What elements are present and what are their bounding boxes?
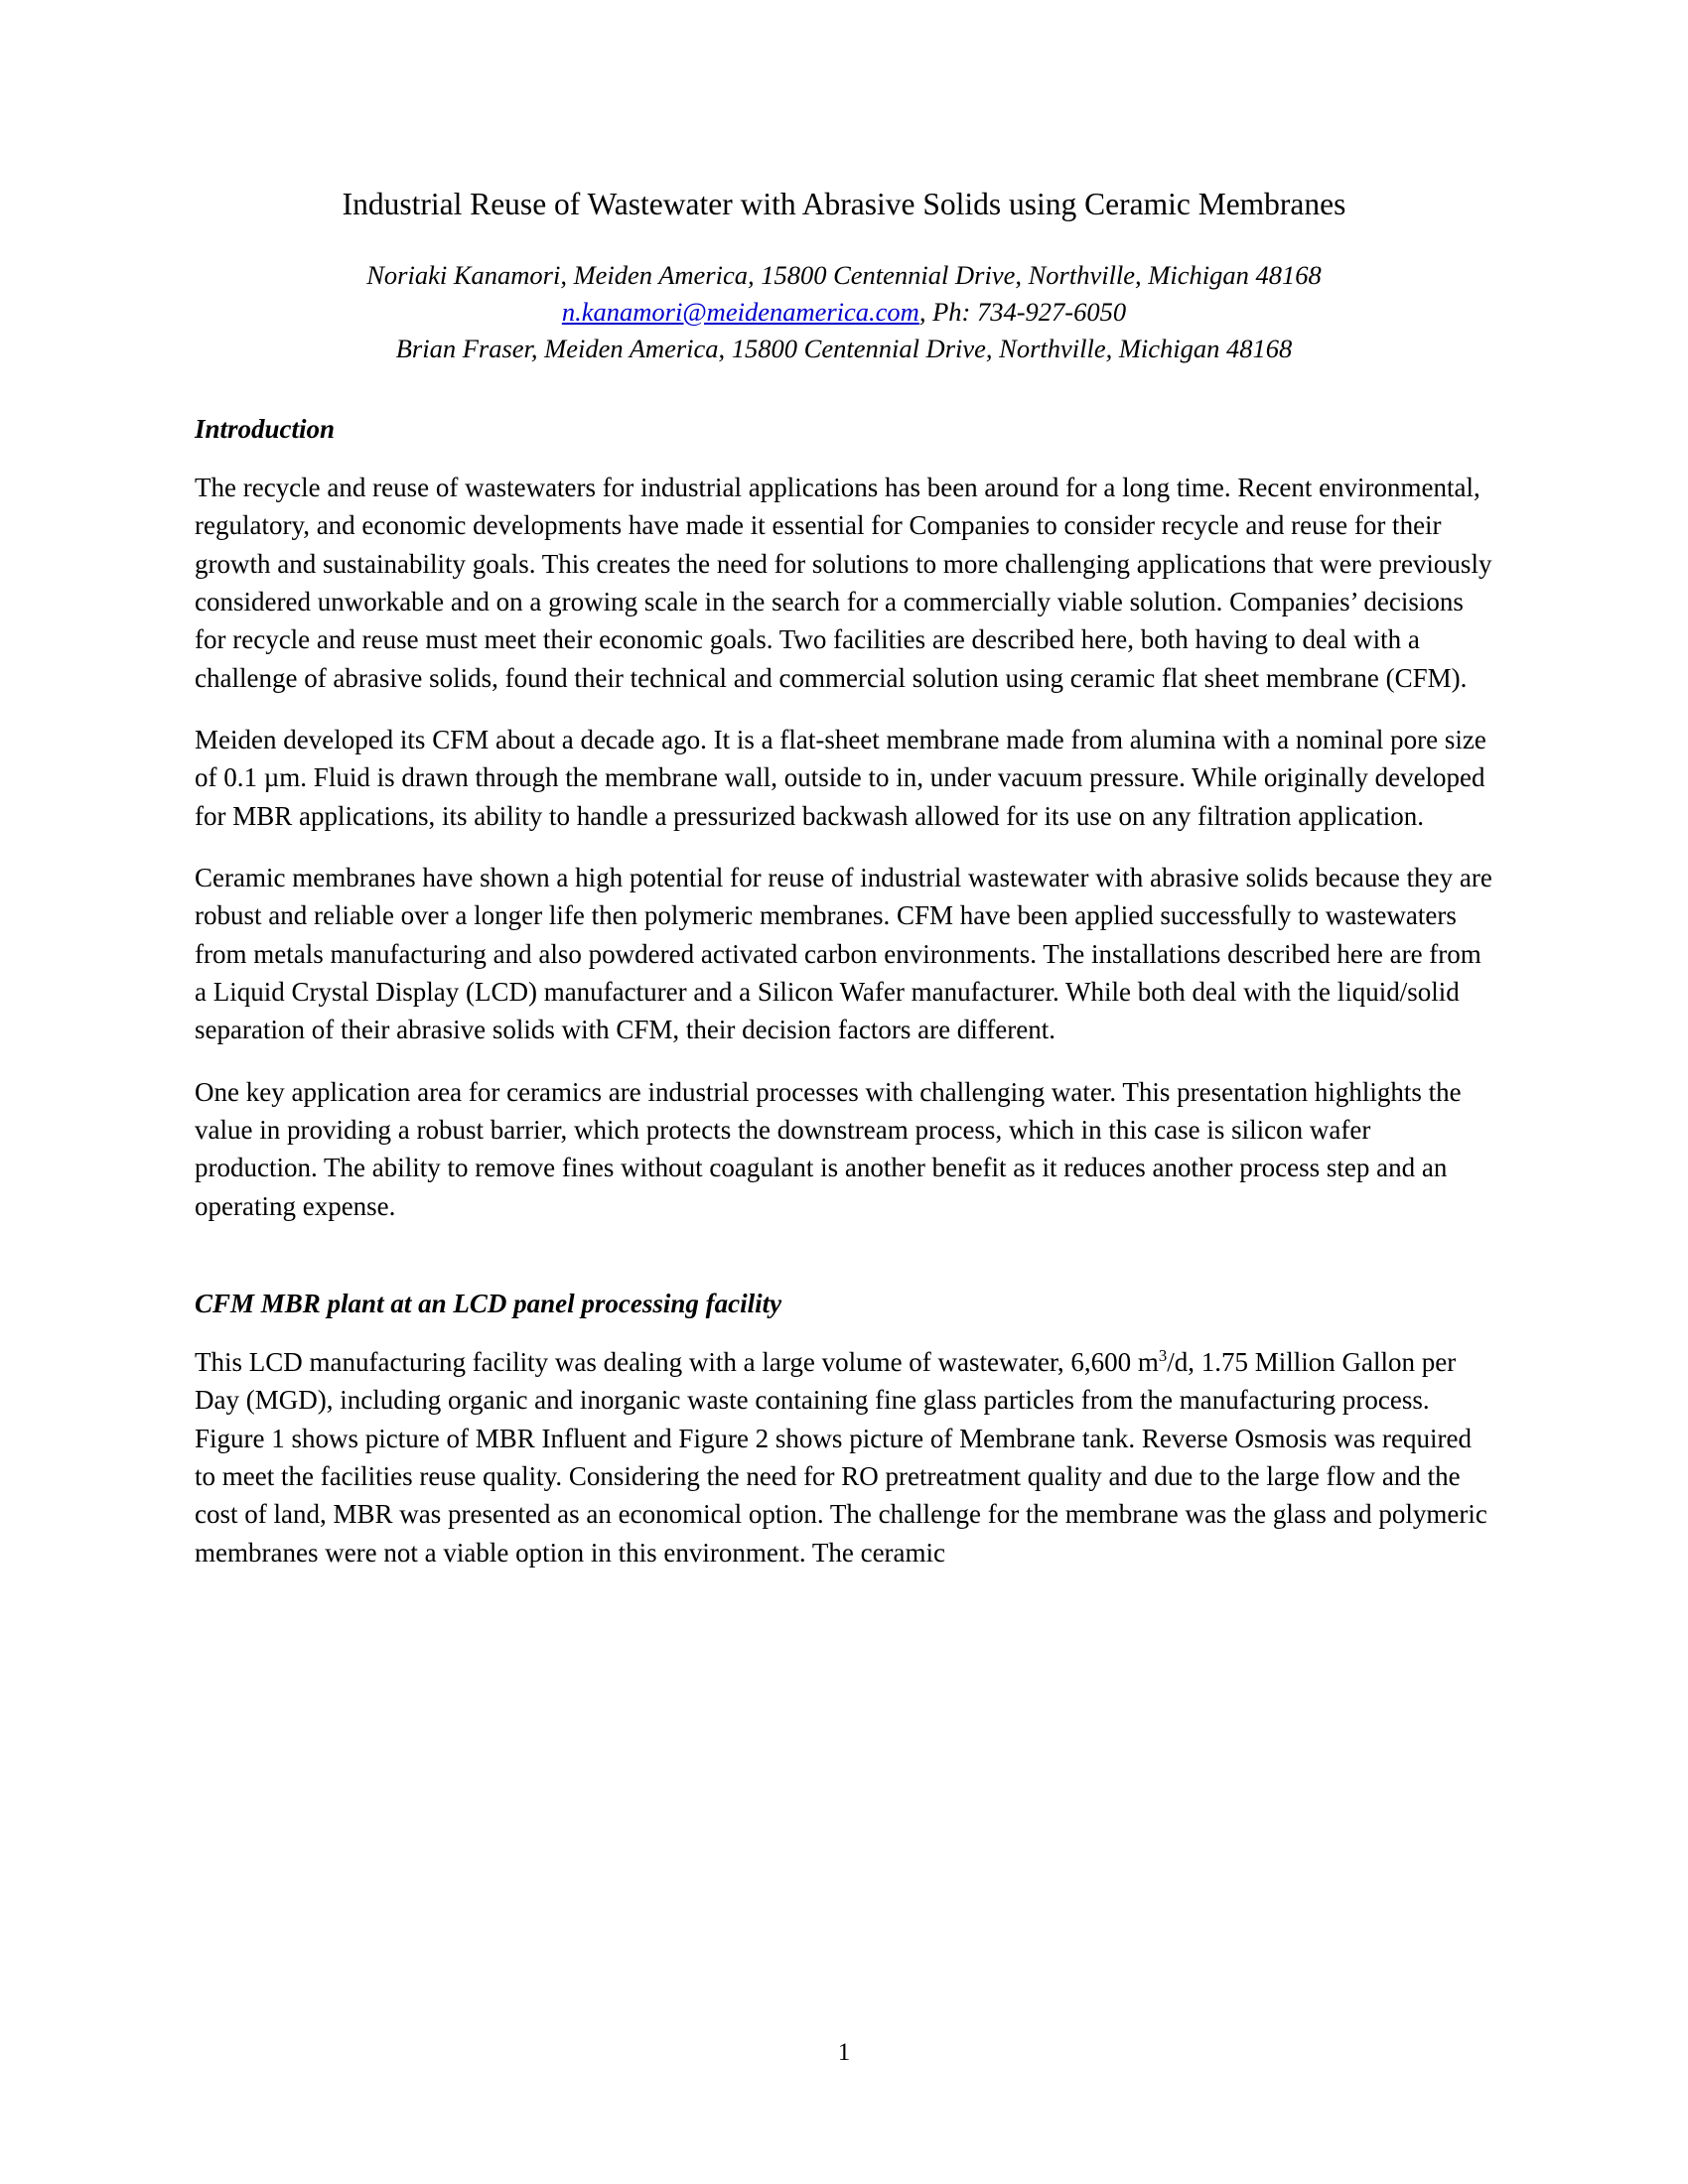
section-heading-cfm-mbr-plant: CFM MBR plant at an LCD panel processing facility	[195, 1289, 782, 1319]
paragraph: The recycle and reuse of wastewaters for industrial applications has been around for a long time. Recent environmental, regulatory, and economic developments have made it essential for Companies to consider recycle and reuse for their growth and sustainability goals. This creates the need for solutions to more challenging applications that were previously considered unworkable and on a growing scale in the search for a commercially viable solution. Companies’ decisions for recycle and reuse must meet their economic goals. Two facilities are described here, both having to deal with a challenge of abrasive solids, found their technical and commercial solution using ceramic flat sheet membrane (CFM).	[195, 473, 1492, 693]
section-heading-introduction: Introduction	[195, 414, 336, 445]
author-line-3: Brian Fraser, Meiden America, 15800 Centennial Drive, Northville, Michigan 48168	[395, 333, 1293, 363]
author-email-link[interactable]: n.kanamori@meidenamerica.com	[561, 296, 919, 327]
page-title: Industrial Reuse of Wastewater with Abrasive Solids using Ceramic Membranes	[342, 187, 1346, 221]
paragraph-part-a: This LCD manufacturing facility was dealing with a large volume of wastewater, 6,600 m	[195, 1347, 1159, 1378]
author-contact-line	[195, 294, 1493, 331]
author-phone: , Ph: 734-927-6050	[918, 296, 1127, 327]
paragraph	[195, 1343, 1493, 1571]
author-line-1: Noriaki Kanamori, Meiden America, 15800 Centennial Drive, Northville, Michigan 48168	[366, 260, 1322, 291]
superscript-exponent: 3	[1158, 1346, 1168, 1366]
paragraph: Ceramic membranes have shown a high potential for reuse of industrial wastewater with abrasive solids because they are robust and reliable over a longer life then polymeric membranes. CFM have been applied successfully to wastewaters from metals manufacturing and also powdered activated carbon environments. The installations described here are from a Liquid Crystal Display (LCD) manufacturer and a Silicon Wafer manufacturer. While both deal with the liquid/solid separation of their abrasive solids with CFM, their decision factors are different.	[195, 863, 1492, 1045]
paragraph: Meiden developed its CFM about a decade ago. It is a flat-sheet membrane made from alumina with a nominal pore size of 0.1 µm. Fluid is drawn through the membrane wall, outside to in, under vacuum pressure. While originally developed for MBR applications, its ability to handle a pressurized backwash allowed for its use on any filtration application.	[195, 725, 1486, 831]
paragraph-part-b: /d, 1.75 Million Gallon per Day (MGD), including organic and inorganic waste containing fine glass particles from the manufacturing process. Figure 1 shows picture of MBR Influent and Figure 2 shows picture of Membrane tank. Reverse Osmosis was required to meet the facilities reuse quality. Considering the need for RO pretreatment quality and due to the large flow and the cost of land, MBR was presented as an economical option. The challenge for the membrane was the glass and polymeric membranes were not a viable option in this environment. The ceramic	[195, 1347, 1487, 1568]
author-block	[195, 257, 1493, 366]
paragraph: One key application area for ceramics are industrial processes with challenging water. This presentation highlights the value in providing a robust barrier, which protects the downstream process, which in this case is silicon wafer production. The ability to remove fines without coagulant is another benefit as it reduces another process step and an operating expense.	[195, 1076, 1462, 1221]
page-number: 1	[837, 2039, 851, 2066]
